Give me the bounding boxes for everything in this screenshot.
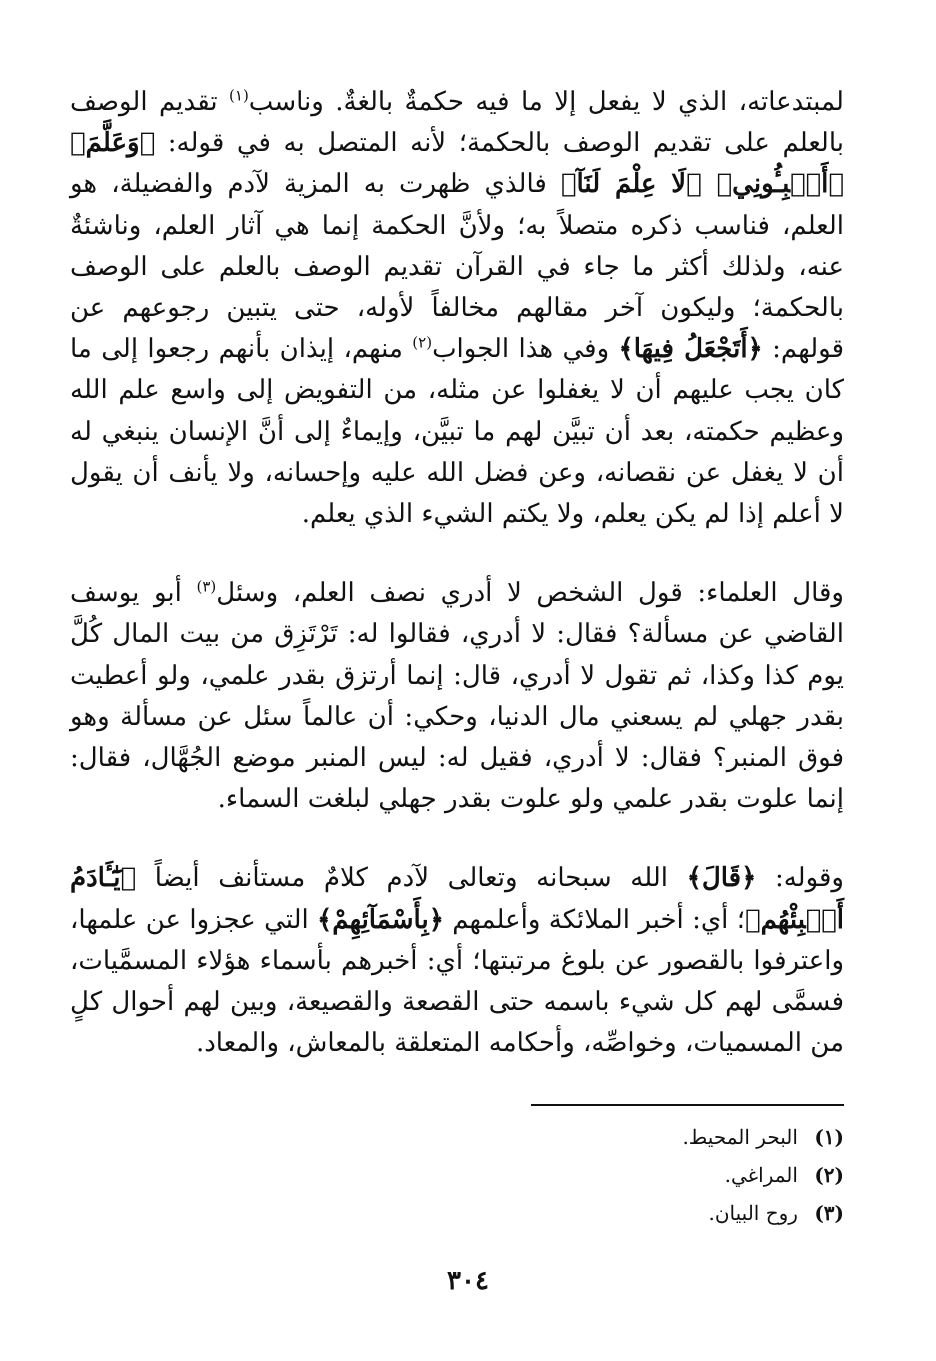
footnote-ref: (١)	[229, 86, 249, 105]
quran-quote: ﴿قَالَ﴾	[686, 863, 757, 894]
text-run: تقديم الوصف بالعلم على تقديم الوصف بالحكمة؛ لأنه المتصل به في قوله:	[70, 87, 844, 159]
footnote-number: (٢)	[814, 1163, 844, 1187]
footnotes-list	[444, 1118, 844, 1232]
footnote-text: روح البيان.	[708, 1201, 798, 1225]
footnote-text: المراغي.	[724, 1163, 798, 1187]
text-run: أبو يوسف القاضي عن مسألة؟ فقال: لا أدري، فقالوا له: تَرْتَزِق من بيت المال كُلَّ يوم كذا وكذا، ثم تقول لا أدري، قال: إنما أرتزق بقدر علمي، ولو أعطيت بقدر جهلي لم يسعني مال الدنيا، وحكي: أن عالماً سئل عن مسألة وهو فوق المنبر؟ فقال: لا أدري، فقيل له: ليس المنبر موضع الجُهَّال، فقال: إنما علوت بقدر علمي ولو علوت بقدر جهلي لبلغت السماء.	[70, 578, 844, 815]
text-run: التي عجزوا عن علمها، واعترفوا بالقصور عن بلوغ مرتبتها؛ أي: أخبرهم بأسماء هؤلاء المسمَّيات، فسمَّى لهم كل شيء باسمه حتى القصعة والقصيعة، وبين لهم أحوال كلٍ من المسميات، وخواصِّه، وأحكامه المتعلقة بالمعاش، والمعاد.	[70, 904, 844, 1059]
footnote-text: البحر المحيط.	[682, 1125, 798, 1149]
paragraph-1	[70, 82, 844, 535]
quran-quote: ﴿بِأَسْمَآئِهِمْ﴾	[317, 904, 444, 935]
text-run: لمبتدعاته، الذي لا يفعل إلا ما فيه حكمةٌ بالغةٌ. وناسب	[248, 87, 844, 117]
page-number: ٣٠٤	[447, 1266, 489, 1296]
paragraph-2	[70, 573, 844, 820]
footnote-number: (١)	[814, 1125, 844, 1149]
footnote-2	[444, 1156, 844, 1194]
footnote-1	[444, 1118, 844, 1156]
body-text	[70, 82, 844, 1064]
paragraph-3	[70, 858, 844, 1064]
text-run: وقال العلماء: قول الشخص لا أدري نصف العلم، وسئل	[216, 578, 844, 609]
footnote-divider	[531, 1104, 844, 1106]
text-run: ؛ أي: أخبر الملائكة وأعلمهم	[443, 904, 745, 935]
footnote-ref: (٣)	[196, 577, 217, 596]
text-run: وقوله:	[756, 863, 844, 894]
quran-quote: ﴿أَتَجْعَلُ فِيهَا﴾	[618, 334, 763, 365]
footnote-ref: (٢)	[412, 333, 433, 352]
text-run: فالذي ظهرت به المزية لآدم والفضيلة، هو العلم، فناسب ذكره متصلاً به؛ ولأنَّ الحكمة إنما هي آثار العلم، وناشئةٌ عنه، ولذلك أكثر ما جاء في القرآن تقديم الوصف بالعلم على الوصف بالحكمة؛ وليكون آخر مقالهم مخالفاً لأوله، حتى يتبين رجوعهم عن قولهم:	[70, 169, 845, 365]
text-run: وفي هذا الجواب	[432, 334, 619, 365]
text-run: الله سبحانه وتعالى لآدم كلامٌ مستأنف أيضاً	[136, 863, 687, 894]
footnote-3	[444, 1194, 844, 1232]
quran-quote: ﴿وَعَلَّمَ﴾ ﴿أَنۢبِـُٔونِي﴾ ﴿لَا عِلْمَ لَنَآ﴾	[70, 128, 844, 200]
quran-quote: ﴿يَٰٓـَٔادَمُ أَنۢبِئْهُم﴾	[70, 863, 844, 935]
footnote-number: (٣)	[814, 1201, 844, 1225]
text-run: منهم، إيذان بأنهم رجعوا إلى ما كان يجب عليهم أن لا يغفلوا عن مثله، من التفويض إلى واسع علم الله وعظيم حكمته، بعد أن تبيَّن لهم ما تبيَّن، وإيماءٌ إلى أنَّ الإنسان ينبغي له أن لا يغفل عن نقصانه، وعن فضل الله عليه وإحسانه، ولا يأنف أن يقول لا أعلم إذا لم يكن يعلم، ولا يكتم الشيء الذي يعلم.	[70, 334, 844, 530]
